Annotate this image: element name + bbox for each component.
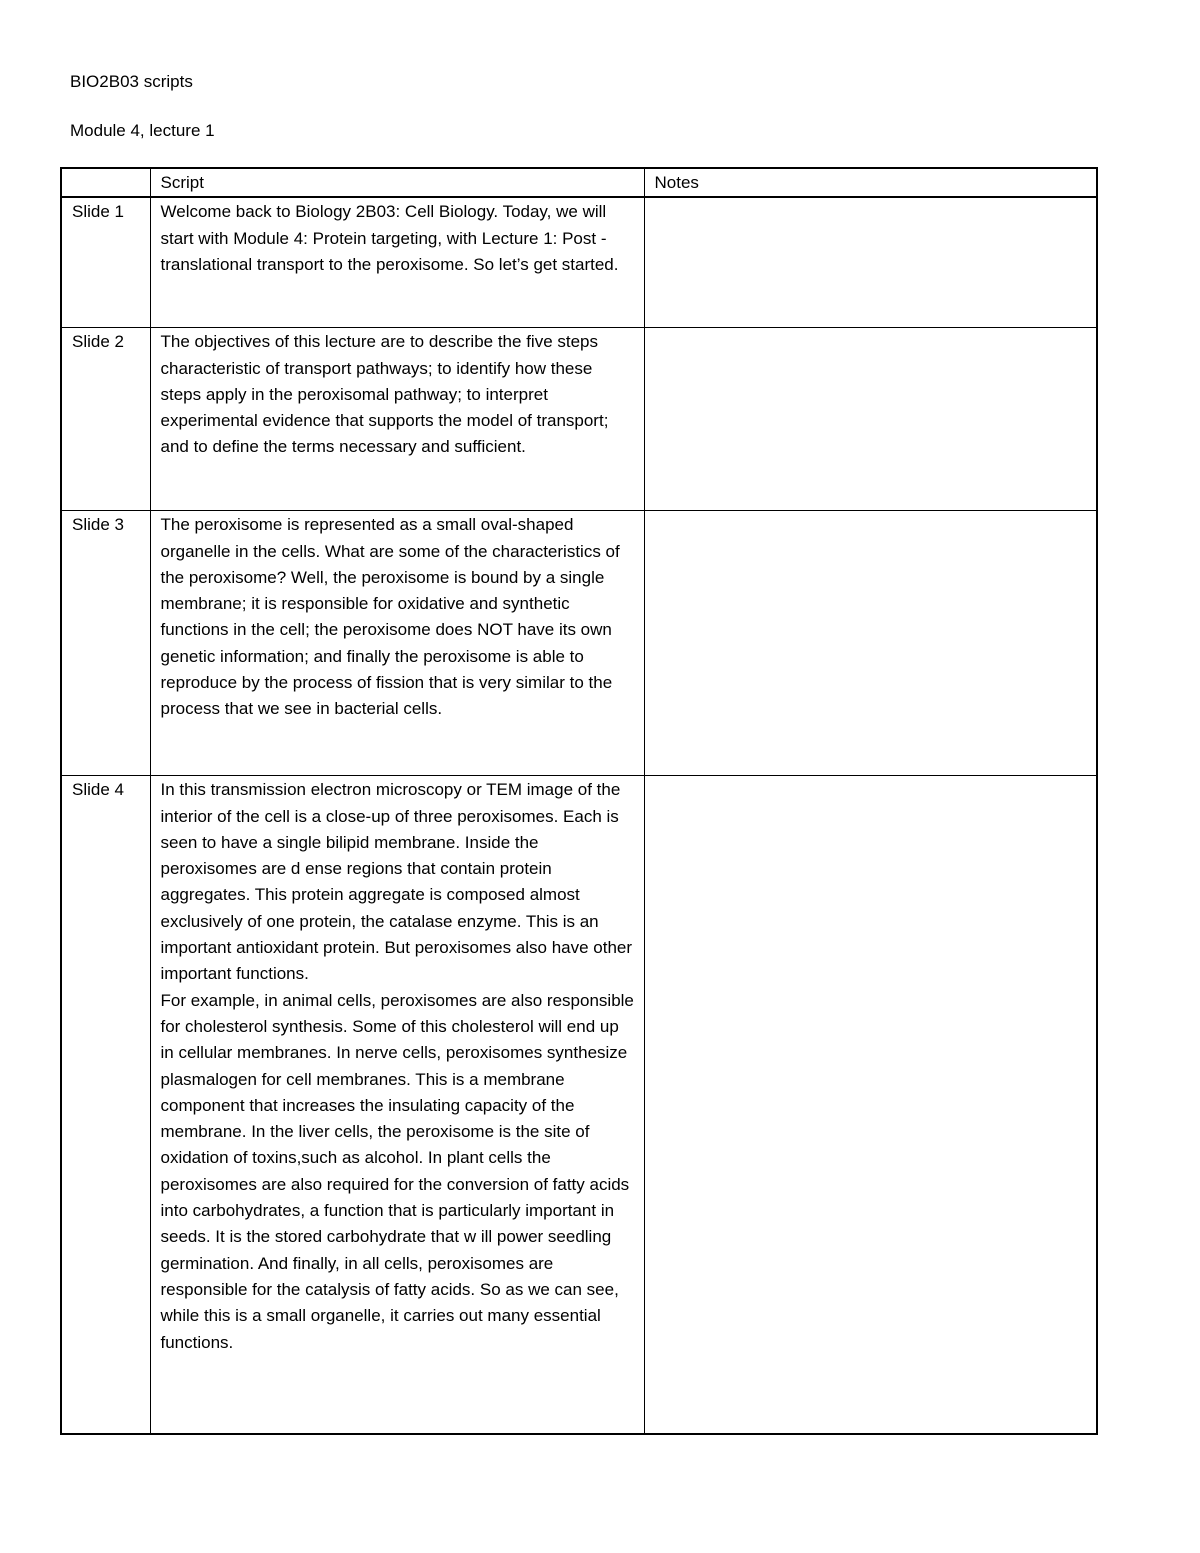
slide-label: Slide 3: [61, 511, 150, 776]
script-cell: The peroxisome is represented as a small oval-shaped organelle in the cells. What are some of the characteristics of the peroxisome? Well, the peroxisome is bound by a single membrane; it is responsible for oxidative and synthetic functions in the cell; the peroxisome does NOT have its own genetic information; and finally the peroxisome is able to reproduce by the process of fission that is very similar to the process that we see in bacterial cells.: [150, 511, 644, 776]
script-cell: Welcome back to Biology 2B03: Cell Biology. Today, we will start with Module 4: Protein targeting, with Lecture 1: Post - translational transport to the peroxisome. So let’s get started.: [150, 197, 644, 328]
header-slide: [61, 168, 150, 197]
header-notes: Notes: [644, 168, 1097, 197]
notes-cell[interactable]: [644, 776, 1097, 1435]
table-row: [61, 197, 1097, 328]
slide-label: Slide 1: [61, 197, 150, 328]
slide-label: Slide 4: [61, 776, 150, 1435]
document-title: BIO2B03 scripts: [70, 72, 193, 91]
script-table: [60, 167, 1098, 1435]
script-paragraph: For example, in animal cells, peroxisomes are also responsible for cholesterol synthesis. Some of this cholesterol will end up in cellular membranes. In nerve cells, peroxisomes synthesize plasmalogen for cell membranes. This is a membrane component that increases the insulating capacity of the membrane. In the liver cells, the peroxisome is the site of oxidation of toxins,such as alcohol. In plant cells the peroxisomes are also required for the conversion of fatty acids into carbohydrates, a function that is particularly important in seeds. It is the stored carbohydrate that w ill power seedling germination. And finally, in all cells, peroxisomes are responsible for the catalysis of fatty acids. So as we can see, while this is a small organelle, it carries out many essential functions.: [160, 990, 634, 1352]
document-subtitle: Module 4, lecture 1: [70, 121, 215, 140]
notes-cell[interactable]: [644, 328, 1097, 511]
notes-cell[interactable]: [644, 197, 1097, 328]
header-script: Script: [150, 168, 644, 197]
table-row: [61, 776, 1097, 1435]
table-header-row: [61, 168, 1097, 197]
script-cell: [150, 776, 644, 1435]
script-cell: The objectives of this lecture are to describe the five steps characteristic of transport pathways; to identify how these steps apply in the peroxisomal pathway; to interpret experimental evidence that supports the model of transport; and to define the terms necessary and sufficient.: [150, 328, 644, 511]
slide-label: Slide 2: [61, 328, 150, 511]
notes-cell[interactable]: [644, 511, 1097, 776]
table-row: [61, 328, 1097, 511]
table-row: [61, 511, 1097, 776]
script-paragraph: In this transmission electron microscopy or TEM image of the interior of the cell is a close-up of three peroxisomes. Each is seen to have a single bilipid membrane. Inside the peroxisomes are d ense regions that contain protein aggregates. This protein aggregate is composed almost exclusively of one protein, the catalase enzyme. This is an important antioxidant protein. But peroxisomes also have other important functions.: [160, 780, 633, 984]
